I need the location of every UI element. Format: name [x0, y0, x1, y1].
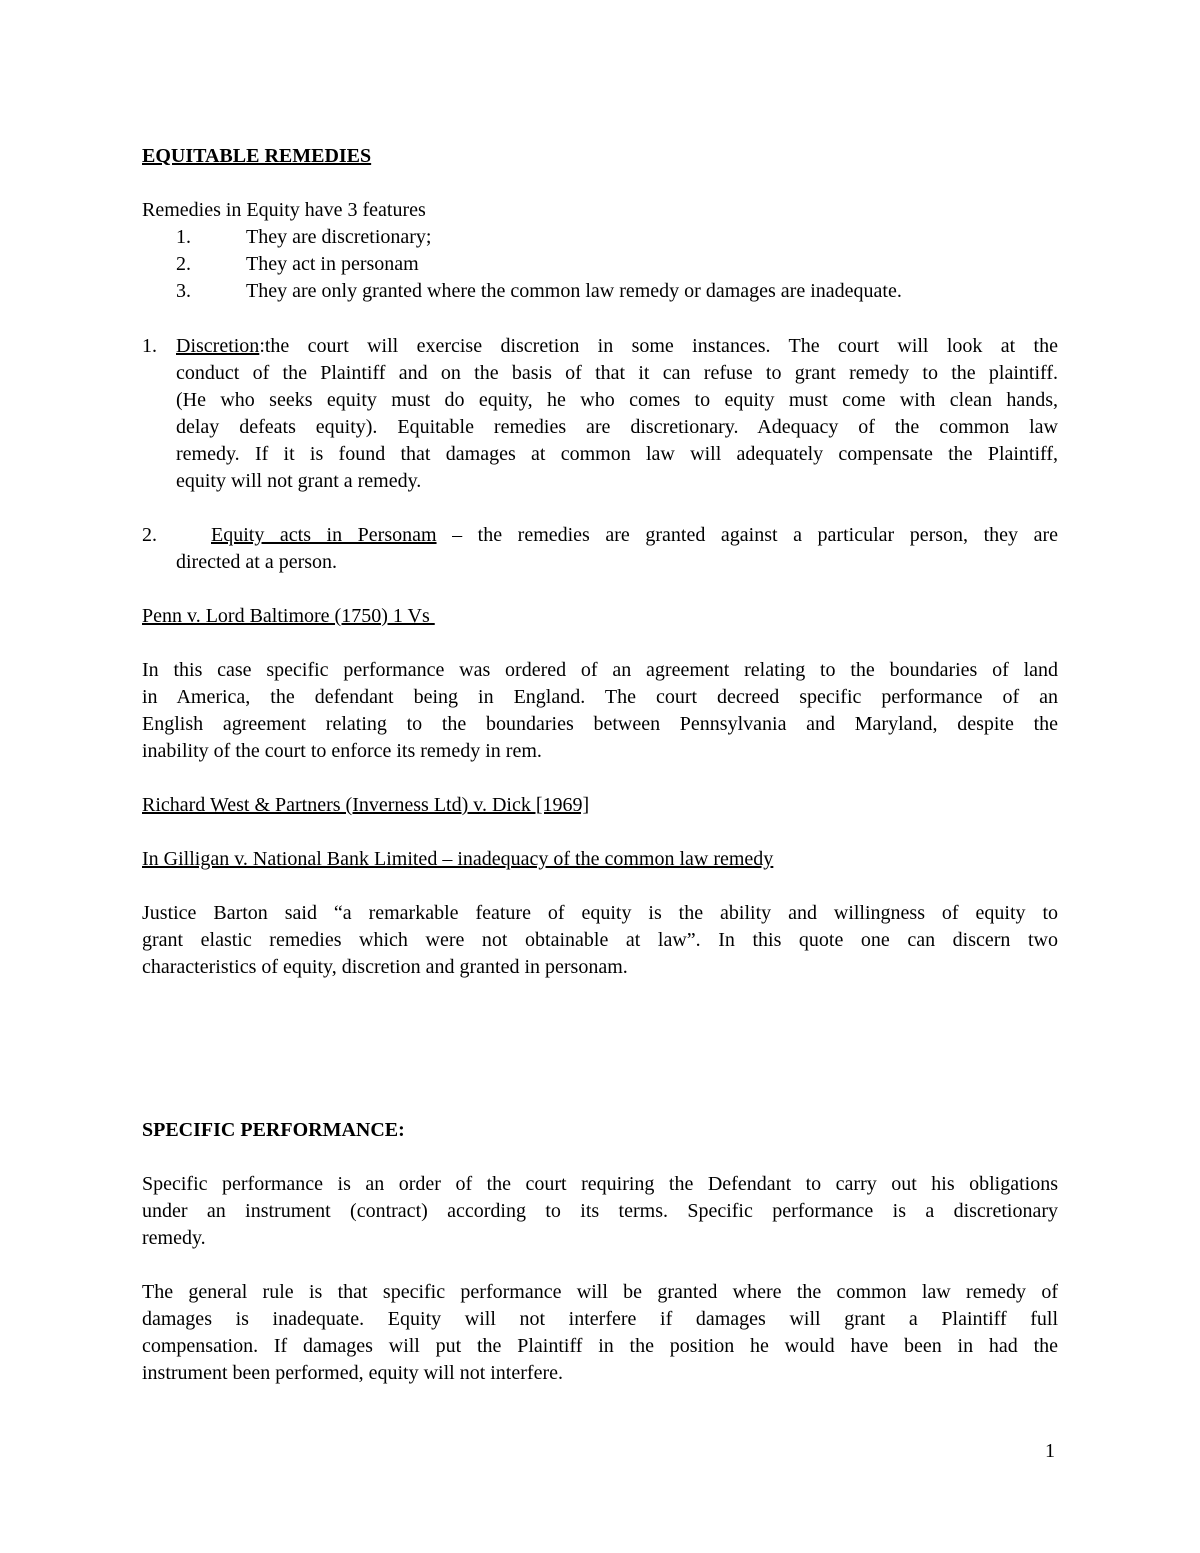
case-heading-penn: Penn v. Lord Baltimore (1750) 1 Vs [142, 605, 435, 627]
discretion-term: Discretion [176, 335, 260, 357]
penn-line: In this case specific performance was ordered of an agreement relating to the boundaries of land [142, 659, 1058, 681]
discretion-line-text: :the court will exercise discretion in some instances. The court will look at the [259, 335, 1058, 357]
specific-line: The general rule is that specific performance will be granted where the common law remedy of [142, 1281, 1058, 1303]
specific-line: compensation. If damages will put the Plaintiff in the position he would have been in had the [142, 1335, 1058, 1357]
feature-number: 3. [176, 280, 191, 302]
case-heading-gilligan: In Gilligan v. National Bank Limited – inadequacy of the common law remedy [142, 848, 774, 870]
penn-line: in America, the defendant being in England. The court decreed specific performance of an [142, 686, 1058, 708]
specific-line: instrument been performed, equity will not interfere. [142, 1362, 563, 1384]
specific-line: damages is inadequate. Equity will not interfere if damages will grant a Plaintiff full [142, 1308, 1058, 1330]
barton-line: grant elastic remedies which were not obtainable at law”. In this quote one can discern two [142, 929, 1058, 951]
discretion-line: conduct of the Plaintiff and on the basis of that it can refuse to grant remedy to the plaintiff. [176, 362, 1058, 384]
features-intro: Remedies in Equity have 3 features [142, 199, 426, 221]
discretion-line: remedy. If it is found that damages at common law will adequately compensate the Plaintiff, [176, 443, 1058, 465]
document-title: EQUITABLE REMEDIES [142, 145, 372, 167]
section-number: 2. [142, 524, 157, 546]
in-personam-line: directed at a person. [176, 551, 338, 573]
specific-line: remedy. [142, 1227, 206, 1249]
section-heading-specific-performance: SPECIFIC PERFORMANCE: [142, 1119, 405, 1141]
in-personam-line [211, 522, 1058, 549]
discretion-line [176, 333, 1058, 360]
specific-line: Specific performance is an order of the court requiring the Defendant to carry out his obligations [142, 1173, 1058, 1195]
feature-text: They act in personam [246, 253, 419, 275]
section-number: 1. [142, 335, 157, 357]
specific-line: under an instrument (contract) according to its terms. Specific performance is a discretionary [142, 1200, 1058, 1222]
discretion-line: (He who seeks equity must do equity, he who comes to equity must come with clean hands, [176, 389, 1058, 411]
discretion-line: delay defeats equity). Equitable remedies are discretionary. Adequacy of the common law [176, 416, 1058, 438]
barton-line: characteristics of equity, discretion and granted in personam. [142, 956, 628, 978]
penn-line: inability of the court to enforce its remedy in rem. [142, 740, 542, 762]
penn-line: English agreement relating to the boundaries between Pennsylvania and Maryland, despite the [142, 713, 1058, 735]
barton-line: Justice Barton said “a remarkable feature of equity is the ability and willingness of equity to [142, 902, 1058, 924]
feature-number: 1. [176, 226, 191, 248]
in-personam-line-text: – the remedies are granted against a particular person, they are [436, 524, 1059, 546]
in-personam-term: Equity acts in Personam [211, 524, 437, 546]
feature-text: They are discretionary; [246, 226, 432, 248]
case-heading-richard-west: Richard West & Partners (Inverness Ltd) v. Dick [1969] [142, 794, 590, 816]
feature-number: 2. [176, 253, 191, 275]
discretion-line: equity will not grant a remedy. [176, 470, 422, 492]
feature-text: They are only granted where the common law remedy or damages are inadequate. [246, 280, 902, 302]
page-number: 1 [1045, 1440, 1055, 1462]
